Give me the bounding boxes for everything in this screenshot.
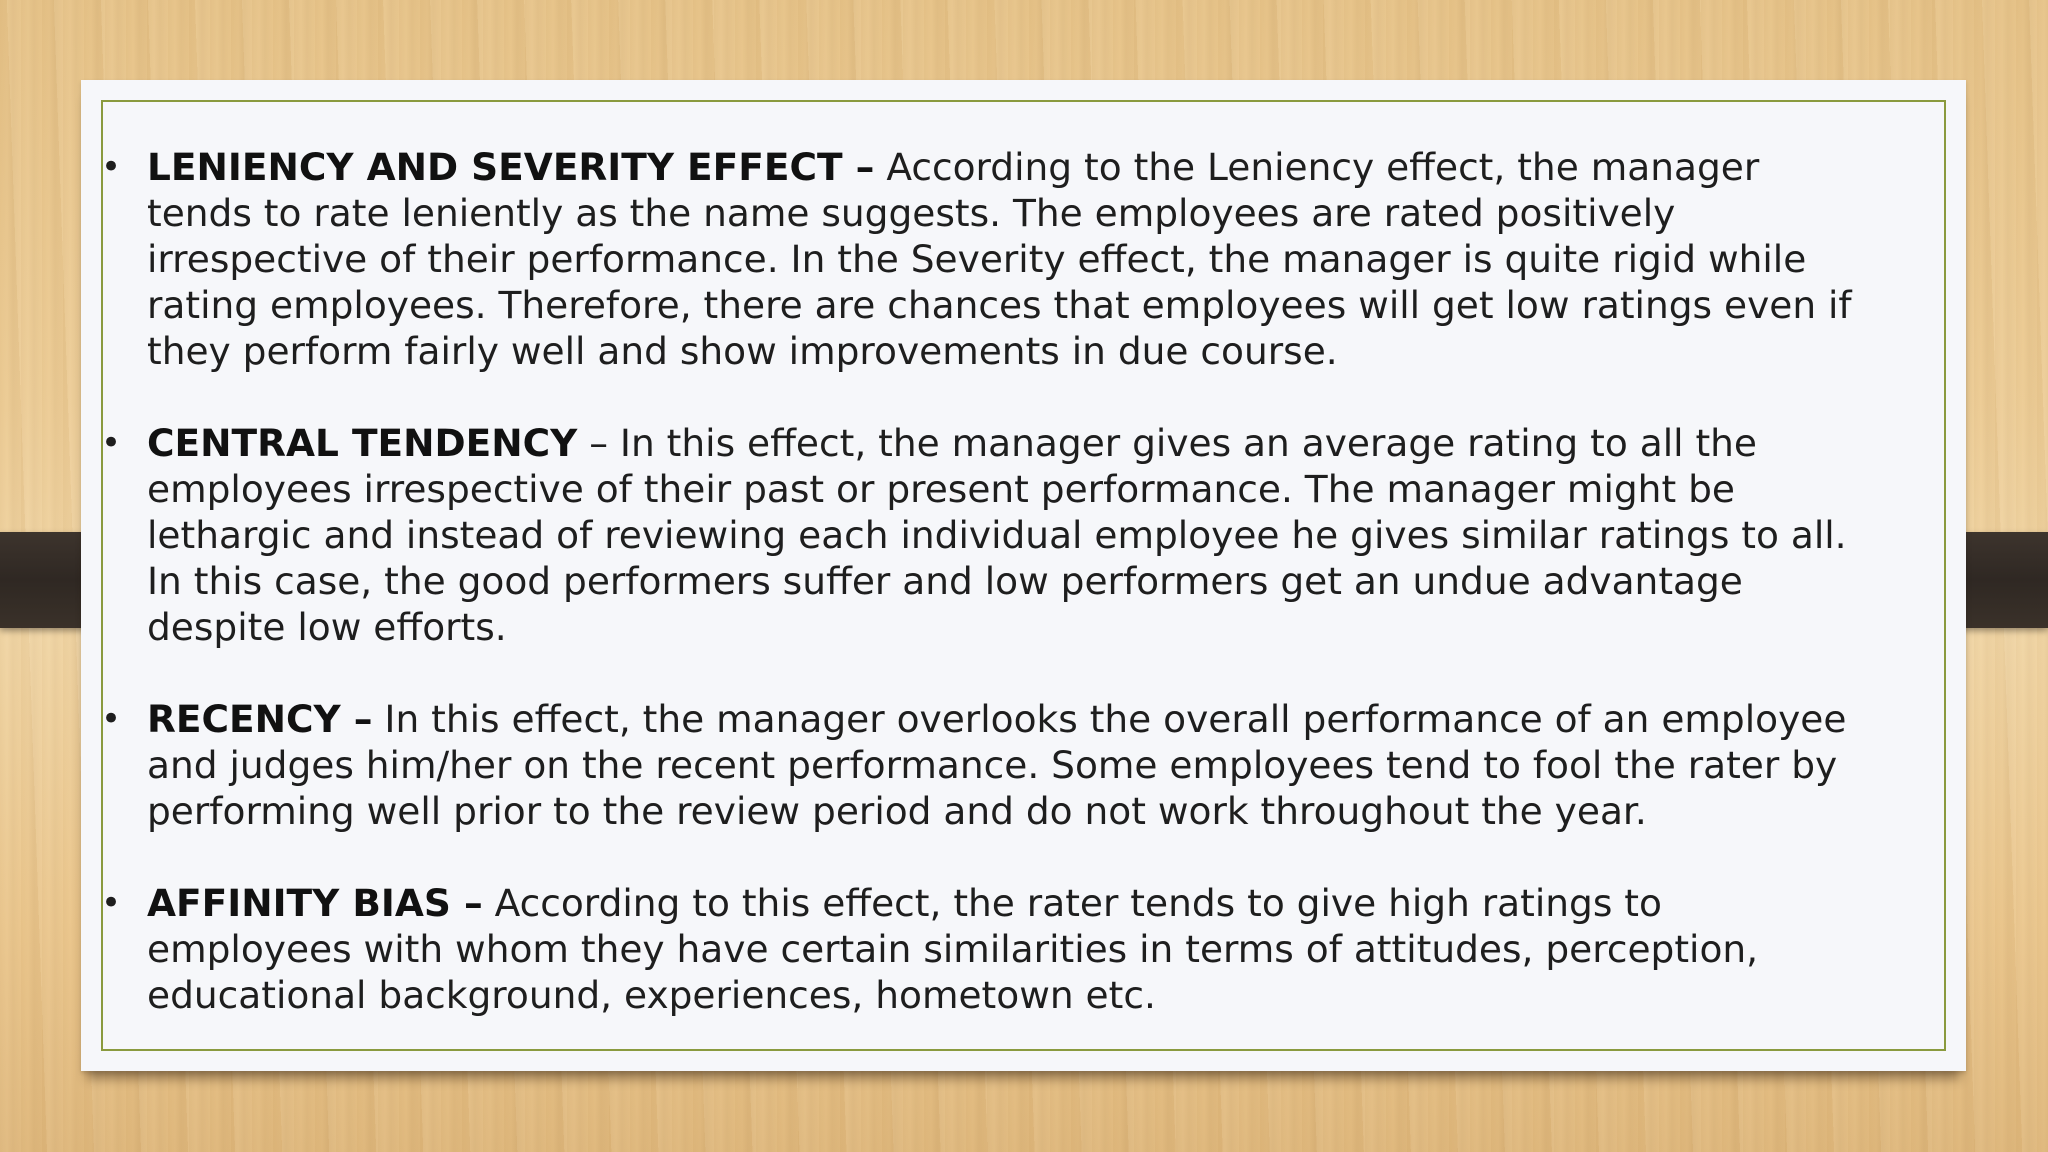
- slide-card: [81, 80, 1966, 1071]
- bullet-text-line: they perform fairly well and show improvements in due course.: [147, 329, 1338, 373]
- bullet-list: [101, 144, 2007, 1018]
- bullet-text: – In this effect, the manager gives an average rating to all the: [577, 421, 1758, 465]
- bullet-icon: •: [101, 147, 122, 187]
- bullet-icon: •: [101, 423, 122, 463]
- bullet-item-recency: [101, 696, 2007, 834]
- bullet-first-line: [147, 880, 2007, 926]
- bullet-text-line: employees irrespective of their past or present performance. The manager might be: [147, 467, 1735, 511]
- bullet-text-line: irrespective of their performance. In the Severity effect, the manager is quite rigid while: [147, 237, 1807, 281]
- bullet-text-line: educational background, experiences, hometown etc.: [147, 973, 1156, 1017]
- bullet-text-line: rating employees. Therefore, there are chances that employees will get low ratings even if: [147, 283, 1852, 327]
- bullet-term: LENIENCY AND SEVERITY EFFECT –: [147, 145, 875, 189]
- bullet-first-line: [147, 420, 2007, 466]
- bullet-text: In this effect, the manager overlooks the overall performance of an employee: [372, 697, 1847, 741]
- bullet-first-line: [147, 696, 2007, 742]
- bullet-item-affinity-bias: [101, 880, 2007, 1018]
- bullet-item-central-tendency: [101, 420, 2007, 650]
- bullet-text-line: tends to rate leniently as the name suggests. The employees are rated positively: [147, 191, 1676, 235]
- bullet-text-line: In this case, the good performers suffer and low performers get an undue advantage: [147, 559, 1743, 603]
- bullet-text-line: despite low efforts.: [147, 605, 507, 649]
- bullet-text: According to this effect, the rater tends to give high ratings to: [482, 881, 1662, 925]
- bullet-term: RECENCY –: [147, 697, 373, 741]
- bullet-text-line: performing well prior to the review period and do not work throughout the year.: [147, 789, 1647, 833]
- bullet-text: According to the Leniency effect, the manager: [874, 145, 1760, 189]
- bullet-text-line: employees with whom they have certain similarities in terms of attitudes, perception,: [147, 927, 1759, 971]
- bullet-icon: •: [101, 883, 122, 923]
- bullet-term: CENTRAL TENDENCY: [147, 421, 578, 465]
- bullet-icon: •: [101, 699, 122, 739]
- bullet-first-line: [147, 144, 2007, 190]
- bullet-text-line: lethargic and instead of reviewing each individual employee he gives similar ratings to all.: [147, 513, 1847, 557]
- bullet-item-leniency-severity: [101, 144, 2007, 374]
- bullet-term: AFFINITY BIAS –: [147, 881, 483, 925]
- bullet-text-line: and judges him/her on the recent performance. Some employees tend to fool the rater by: [147, 743, 1838, 787]
